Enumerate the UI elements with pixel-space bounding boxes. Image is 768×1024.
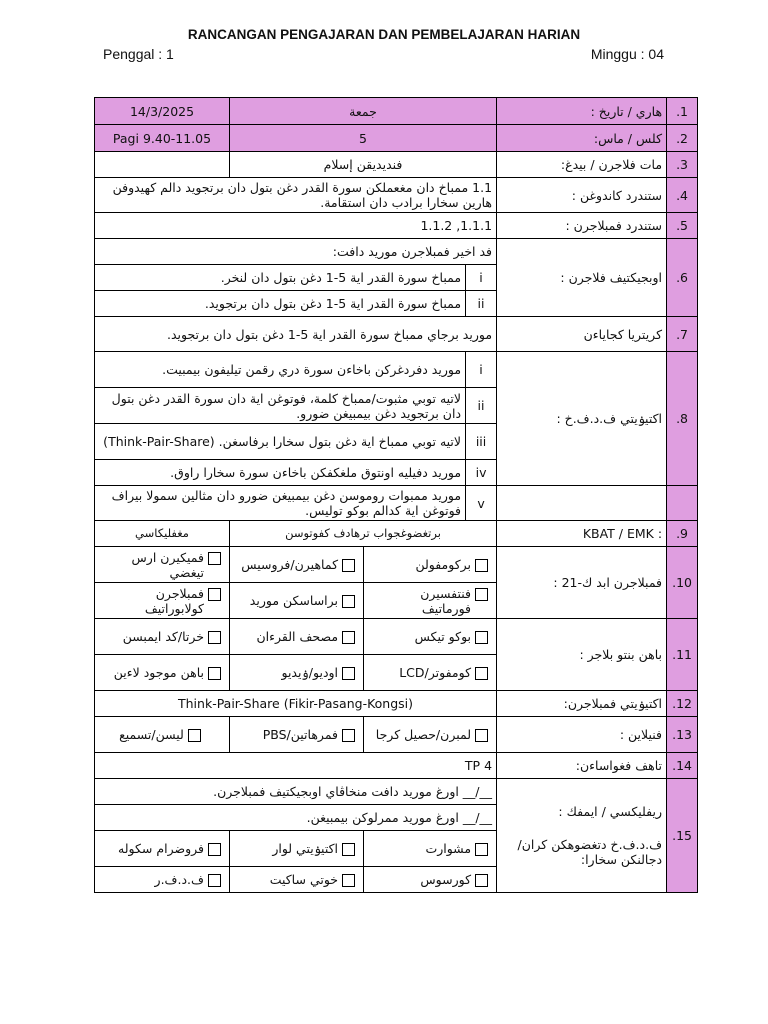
checkbox-icon[interactable]: [342, 631, 355, 644]
row-label: ستندرد كاندوغن :: [497, 178, 667, 213]
penggal-label: Penggal : 1: [103, 46, 174, 62]
row-number: 11.: [667, 619, 698, 691]
postponed-label: ف.د.ف.خ دتغضوهكن كران/دجالنكن سخارا:: [517, 837, 663, 867]
checkbox-icon[interactable]: [342, 667, 355, 680]
row-learning-activity: [95, 691, 698, 717]
checkbox-icon[interactable]: [188, 729, 201, 742]
pak21-option[interactable]: براساسكن موريد: [230, 583, 364, 619]
assessment-option[interactable]: ليسن/تسميع: [95, 717, 230, 753]
checkbox-icon[interactable]: [208, 631, 221, 644]
reason-option[interactable]: مشوارت: [364, 831, 497, 867]
row-kbat: [95, 521, 698, 547]
checkbox-icon[interactable]: [475, 667, 488, 680]
row-label: [497, 779, 667, 893]
reflection-line[interactable]: __/__ اورغ موريد دافت منخاڤاي اوبجيكتيف فمبلاجرن.: [95, 779, 497, 805]
row-label: باهن بنتو بلاجر :: [497, 619, 667, 691]
item-number: iv: [466, 460, 497, 486]
checkbox-icon[interactable]: [208, 588, 221, 601]
row-class: [95, 125, 698, 152]
success-criteria-value[interactable]: موريد برجاي ممباخ سورة القدر اية 5-1 دغن بتول دان برتجويد.: [95, 317, 497, 352]
checkbox-icon[interactable]: [342, 595, 355, 608]
bbm-option[interactable]: باهن موجود لاءين: [95, 655, 230, 691]
row-label: اوبجيكتيف فلاجرن :: [497, 239, 667, 317]
row-learning-standard: [95, 213, 698, 239]
row-number: 6.: [667, 239, 698, 317]
row-content-standard: [95, 178, 698, 213]
page-title: RANCANGAN PENGAJARAN DAN PEMBELAJARAN HARIAN: [187, 27, 581, 42]
reason-option[interactable]: فروضرام سكوله: [95, 831, 230, 867]
checkbox-icon[interactable]: [475, 874, 488, 887]
row-label: مات فلاجرن / بيدغ:: [497, 152, 667, 178]
row-number: 5.: [667, 213, 698, 239]
subject-value[interactable]: فنديديقن إسلام: [230, 152, 497, 178]
objective-text[interactable]: ممباخ سورة القدر اية 5-1 دغن بتول دان لنخر.: [95, 265, 466, 291]
kbat-value-b[interactable]: مغفليكاسي: [95, 521, 230, 547]
row-number: 8.: [667, 352, 698, 486]
row-number-blank: [667, 486, 698, 521]
reason-option[interactable]: اكتيۏيتي لوار: [230, 831, 364, 867]
row-number: 4.: [667, 178, 698, 213]
pak21-option[interactable]: فمبلاجرن كولابوراتيف: [95, 583, 230, 619]
row-label: اكتيۏيتي ف.د.ف.خ :: [497, 352, 667, 486]
assessment-option[interactable]: لمبرن/حصيل كرجا: [364, 717, 497, 753]
row-number: 9.: [667, 521, 698, 547]
checkbox-icon[interactable]: [208, 874, 221, 887]
checkbox-icon[interactable]: [208, 843, 221, 856]
checkbox-icon[interactable]: [475, 729, 488, 742]
learning-standard-value[interactable]: 1.1.1, 1.1.2: [95, 213, 497, 239]
item-number: ii: [466, 388, 497, 424]
date-value[interactable]: 14/3/2025: [95, 98, 230, 125]
row-label: اكتيۏيتي فمبلاجرن:: [497, 691, 667, 717]
checkbox-icon[interactable]: [208, 667, 221, 680]
row-label: فنيلاين :: [497, 717, 667, 753]
time-value[interactable]: Pagi 9.40-11.05: [95, 125, 230, 152]
row-label-blank: [497, 486, 667, 521]
row-number: 2.: [667, 125, 698, 152]
reflection-line[interactable]: __/__ اورغ موريد ممرلوكن بيمبيغن.: [95, 805, 497, 831]
activity-text[interactable]: موريد دفيليه اونتوق ملغكفكن باخاءن سورة سخارا راوق.: [95, 460, 466, 486]
item-number: v: [466, 486, 497, 521]
item-number: i: [466, 265, 497, 291]
activity-text[interactable]: موريد دفردغركن باخاءن سورة دري رقمن تيليفون بيمبيت.: [95, 352, 466, 388]
pak21-option[interactable]: بركومفولن: [364, 547, 497, 583]
reason-option[interactable]: خوتي ساكيت: [230, 867, 364, 893]
objective-intro[interactable]: فد اخير فمبلاجرن موريد دافت:: [95, 239, 497, 265]
pak21-option[interactable]: فميكيرن ارس تيغضي: [95, 547, 230, 583]
activity-text[interactable]: لاتيه توبي مثبوت/ممباخ كلمة، فوتوغن اية دان سورة القدر دغن بتول دان برتجويد دغن بيمبيغن ضورو.: [95, 388, 466, 424]
item-number: iii: [466, 424, 497, 460]
bbm-row: [95, 619, 698, 655]
lesson-plan-table: [94, 97, 698, 893]
row-number: 15.: [667, 779, 698, 893]
row-label: كريتريا كجاياءن: [497, 317, 667, 352]
bbm-option[interactable]: مصحف القرءان: [230, 619, 364, 655]
item-number: i: [466, 352, 497, 388]
pak21-option[interactable]: فنتفسيرن فورماتيف: [364, 583, 497, 619]
pak21-option[interactable]: كماهيرن/فروسيس: [230, 547, 364, 583]
row-number: 12.: [667, 691, 698, 717]
row-number: 10.: [667, 547, 698, 619]
bbm-option[interactable]: خرتا/كد ايمبسن: [95, 619, 230, 655]
checkbox-icon[interactable]: [475, 631, 488, 644]
kbat-value-a[interactable]: برتغضوغجواب ترهادف كفوتوسن: [230, 521, 497, 547]
reason-option[interactable]: ف.د.ف.ر: [95, 867, 230, 893]
checkbox-icon[interactable]: [475, 559, 488, 572]
row-label: KBAT / EMK :: [497, 521, 667, 547]
bbm-option[interactable]: بوكو تيكس: [364, 619, 497, 655]
row-assessment: [95, 717, 698, 753]
row-number: 3.: [667, 152, 698, 178]
row-number: 14.: [667, 753, 698, 779]
content-standard-value[interactable]: 1.1 ممباخ دان مغعملكن سورة القدر دغن بتول دان برتجويد دالم كهيدوفن هارين سخارا برادب دان استقامة.: [95, 178, 497, 213]
row-success-criteria: [95, 317, 698, 352]
activity-text[interactable]: موريد ممبوات روموسن دغن بيمبيغن ضورو دان مثالين سمولا بيراف فوتوغن اية كدالم بوكو توليس.: [95, 486, 466, 521]
bbm-option[interactable]: كومفوتر/LCD: [364, 655, 497, 691]
row-number: 1.: [667, 98, 698, 125]
row-label: هاري / تاريخ :: [497, 98, 667, 125]
row-label: تاهف فغواساءن:: [497, 753, 667, 779]
activity-item: [95, 352, 698, 388]
subject-extra[interactable]: [95, 152, 230, 178]
row-subject: [95, 152, 698, 178]
checkbox-icon[interactable]: [475, 588, 488, 601]
row-number: 7.: [667, 317, 698, 352]
minggu-label: Minggu : 04: [590, 46, 664, 62]
learning-activity-value[interactable]: Think-Pair-Share (Fikir-Pasang-Kongsi): [95, 691, 497, 717]
activity-item: [95, 486, 698, 521]
reflection-row: [95, 779, 698, 805]
row-label: كلس / ماس:: [497, 125, 667, 152]
row-mastery-level: [95, 753, 698, 779]
class-value[interactable]: 5: [230, 125, 497, 152]
checkbox-icon[interactable]: [342, 874, 355, 887]
row-label: ستندرد فمبلاجرن :: [497, 213, 667, 239]
checkbox-icon[interactable]: [342, 559, 355, 572]
row-label: فمبلاجرن ابد ك-21 :: [497, 547, 667, 619]
day-value[interactable]: جمعة: [230, 98, 497, 125]
item-number: ii: [466, 291, 497, 317]
checkbox-icon[interactable]: [342, 843, 355, 856]
pak21-row: [95, 547, 698, 583]
assessment-option[interactable]: فمرهاتين/PBS: [230, 717, 364, 753]
reflection-label: ريفليكسي / ايمفك :: [558, 804, 663, 819]
bbm-option[interactable]: اوديو/ۏيديو: [230, 655, 364, 691]
mastery-level-value[interactable]: TP 4: [95, 753, 497, 779]
checkbox-icon[interactable]: [208, 552, 221, 565]
checkbox-icon[interactable]: [342, 729, 355, 742]
row-number: 13.: [667, 717, 698, 753]
row-date: [95, 98, 698, 125]
objective-text[interactable]: ممباخ سورة القدر اية 5-1 دغن بتول دان برتجويد.: [95, 291, 466, 317]
checkbox-icon[interactable]: [475, 843, 488, 856]
activity-text[interactable]: لاتيه توبي ممباخ اية دغن بتول سخارا برفاسغن. (Think-Pair-Share): [95, 424, 466, 460]
row-objective: [95, 239, 698, 265]
reason-option[interactable]: كورسوس: [364, 867, 497, 893]
